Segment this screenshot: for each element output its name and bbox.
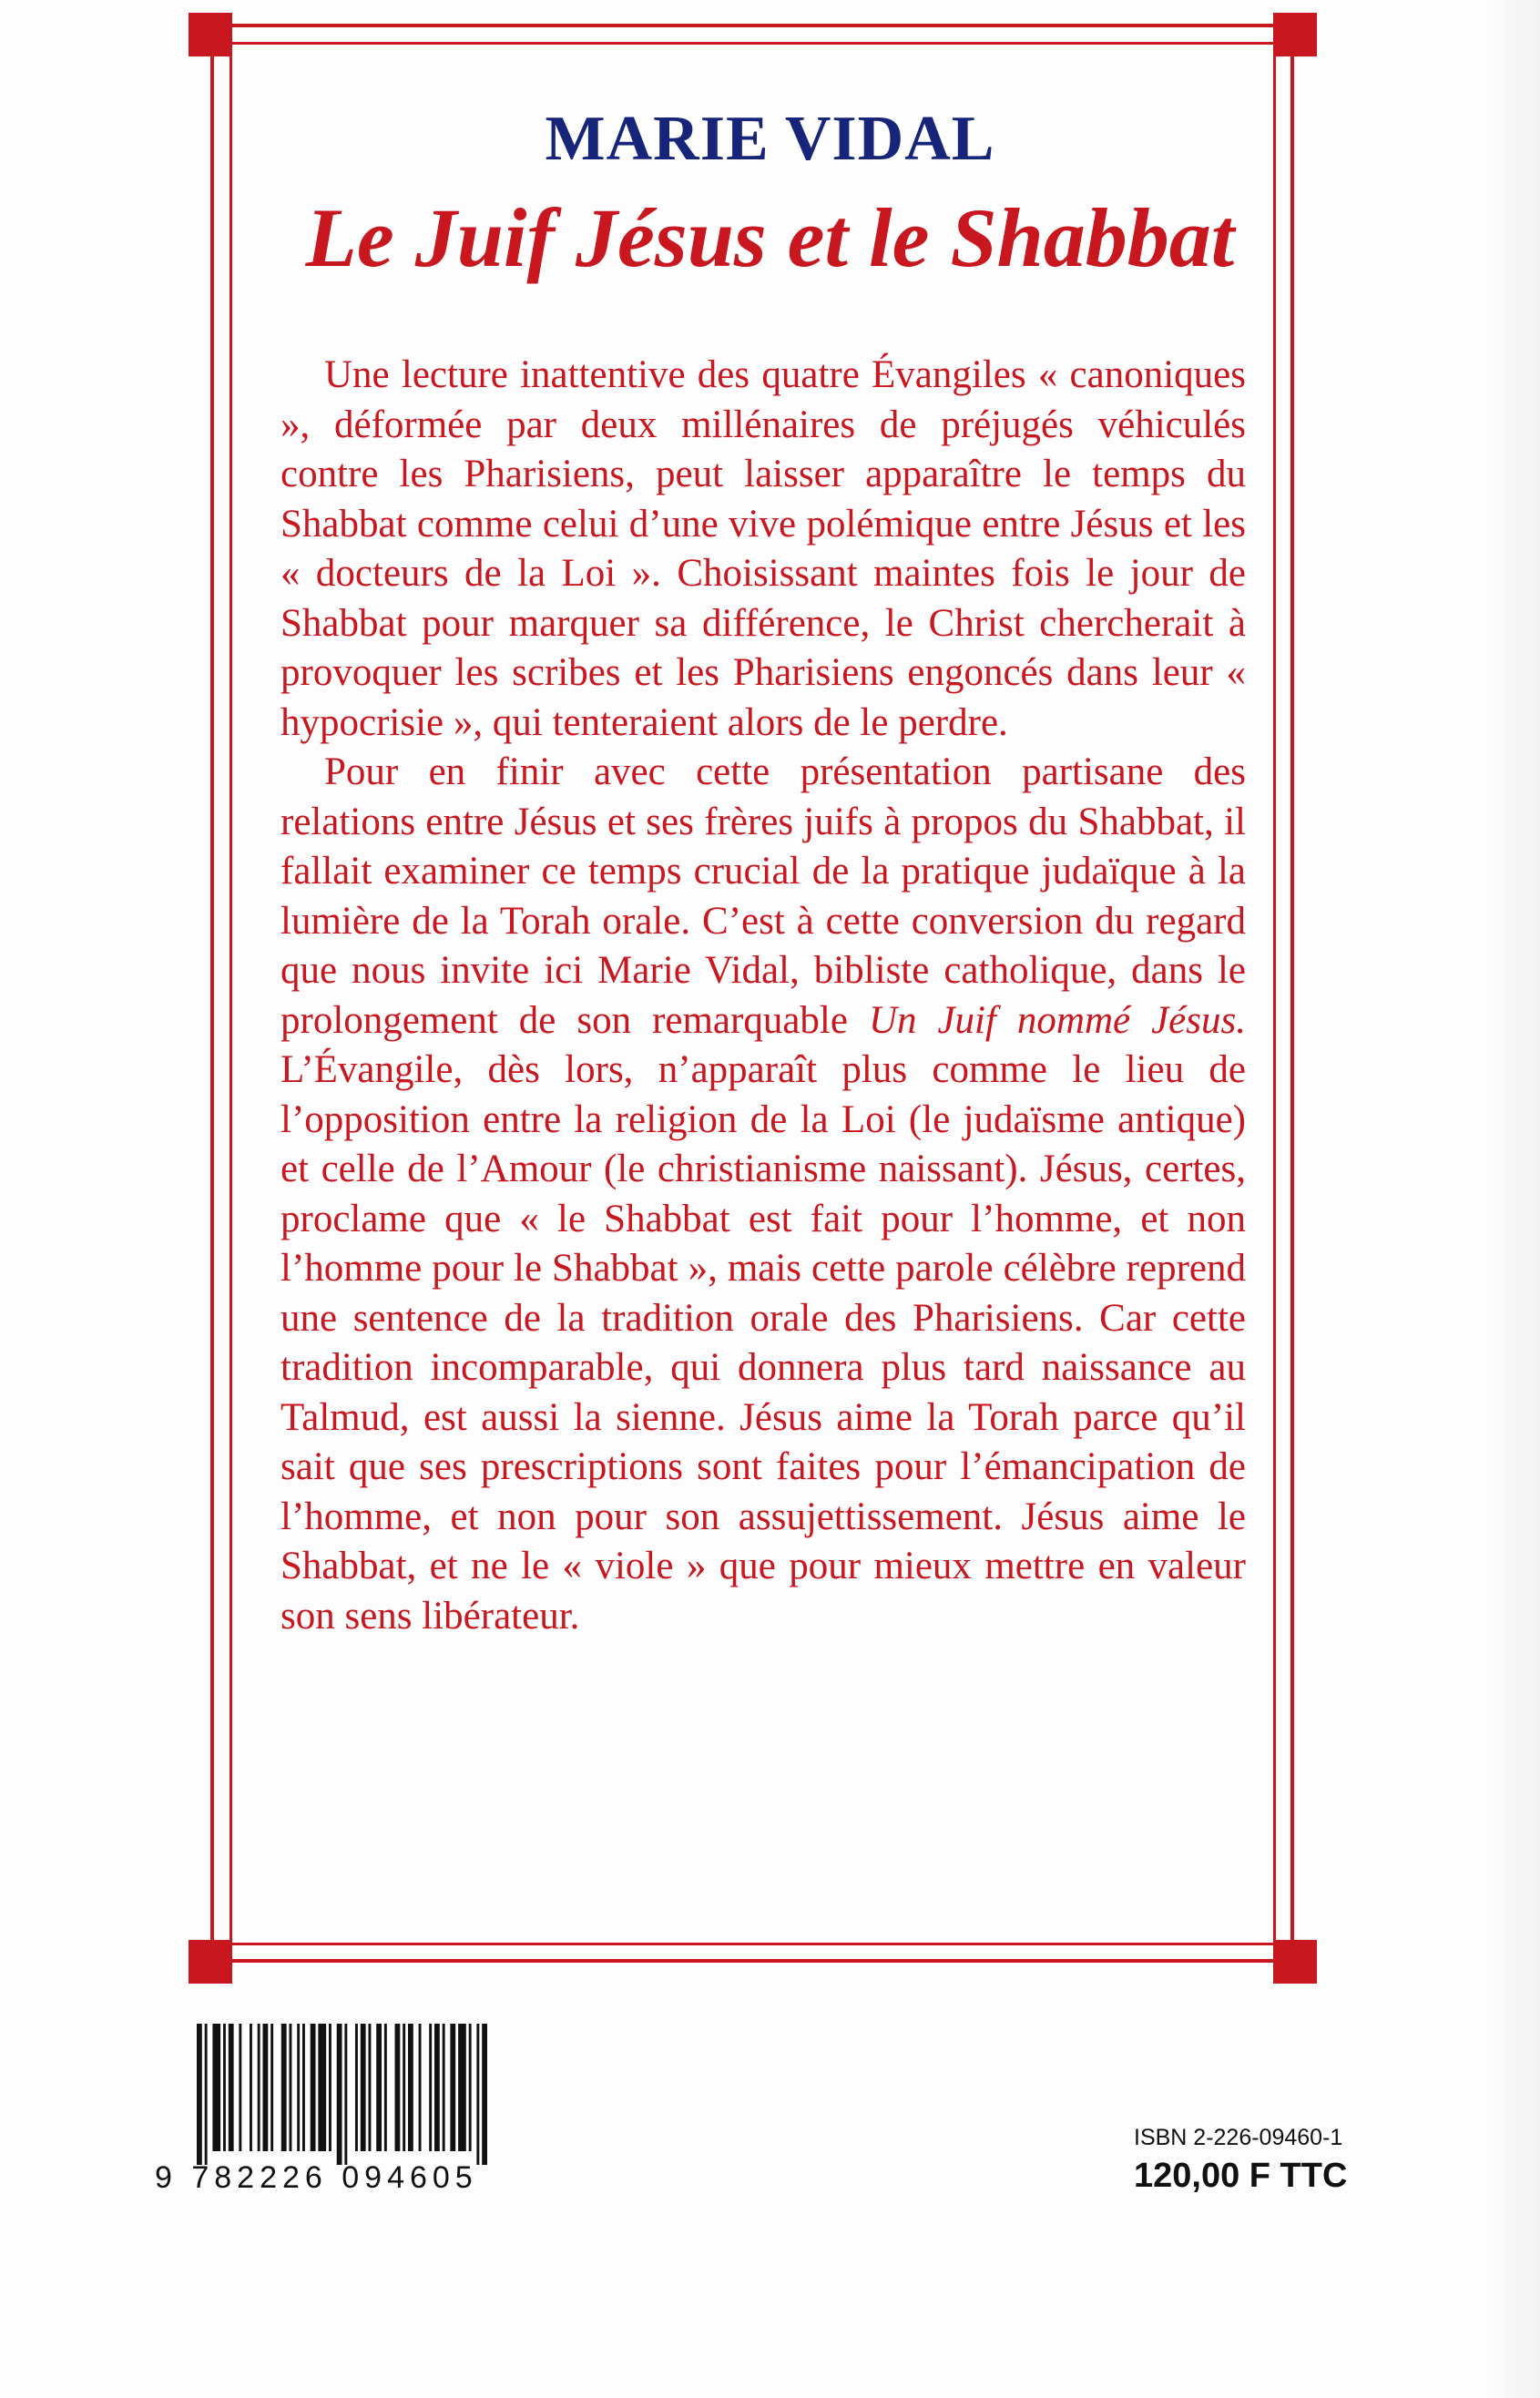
barcode-bar [212, 2024, 220, 2151]
barcode-bar [239, 2024, 241, 2151]
barcode-bar [395, 2024, 401, 2151]
barcode-bar [469, 2024, 472, 2151]
blurb-paragraph-2-end: L’Évangile, dès lors, n’apparaît plus comme le lieu de l’opposition entre la religion de la Loi (le judaïsme antique) et celle de l’Amour (le christianisme naissant). Jésus, certes, proclame que « le Shabbat est fait pour l’homme, et non l’homme pour le Shabbat », mais cette parole célèbre reprend une sentence de la tradition orale des Pharisiens. Car cette tradition incomparable, qui donnera plus tard naissance au Talmud, est aussi la sienne. Jésus aime la Torah parce qu’il sait que ses prescriptions sont faites pour l’émancipation de l’homme, et non pour son assujettissement. Jésus aime le Shabbat, et ne le « viole » que pour mieux mettre en valeur son sens libérateur. [280, 1048, 1246, 1638]
barcode-bar [376, 2024, 382, 2151]
barcode-bar [384, 2024, 387, 2151]
book-title: Le Juif Jésus et le Shabbat [305, 191, 1235, 284]
barcode-bar [223, 2024, 226, 2151]
barcode-bar [403, 2024, 405, 2151]
barcode-bar [297, 2024, 300, 2151]
frame-corner-bottom-right [1273, 1940, 1317, 1984]
blurb-paragraph-2-start: Pour en finir avec cette présentation partisane des relations entre Jésus et ses frères juifs à propos du Shabbat, il fallait examiner ce temps crucial de la pratique judaïque à la lumière de la Torah orale. C’est à cette conversion du regard que nous invite ici Marie Vidal, bibliste catholique, dans le prolongement de son remarquable [280, 750, 1246, 1042]
barcode-digits: 9 782226 094605 [155, 2160, 478, 2195]
barcode-bar [344, 2024, 347, 2165]
barcode-bar [258, 2024, 260, 2151]
barcode-bar [458, 2024, 466, 2151]
barcode-bar [302, 2024, 305, 2151]
barcode-bar [408, 2024, 413, 2151]
barcode-bar [329, 2024, 331, 2151]
barcode-image [193, 2024, 494, 2165]
frame-top-outer [208, 24, 1297, 27]
cited-book-title: Un Juif nommé Jésus. [868, 998, 1246, 1042]
barcode-bar [270, 2024, 273, 2151]
frame-right-inner [1273, 44, 1276, 1947]
blurb-paragraph-1: Une lecture inattentive des quatre Évangiles « canoniques », déformée par deux millénaires de préjugés véhiculés contre les Pharisiens, peut laisser apparaître le temps du Shabbat comme celui d’une vive polémique entre Jésus et les « docteurs de la Loi ». Choisissant maintes fois le jour de Shabbat pour marquer sa différence, le Christ chercherait à provoquer les scribes et les Pharisiens engoncés dans leur « hypocrisie », qui tenteraient alors de le perdre. [280, 353, 1246, 744]
barcode-bar [337, 2024, 342, 2165]
frame-left-outer [210, 44, 214, 1947]
barcode-bar [197, 2024, 202, 2165]
frame-corner-bottom-left [189, 1940, 232, 1984]
barcode-bar [205, 2024, 208, 2165]
frame-top-inner [208, 42, 1297, 45]
barcode-bar [369, 2024, 372, 2151]
barcode-bar [450, 2024, 455, 2151]
barcode-bar [482, 2024, 487, 2165]
frame-bottom-inner [208, 1943, 1297, 1945]
page-edge-shadow [1485, 0, 1540, 2398]
price-label: 120,00 F TTC [1134, 2157, 1348, 2195]
barcode-bar [361, 2024, 366, 2151]
barcode-bar [419, 2024, 422, 2151]
barcode-bar [250, 2024, 252, 2151]
frame-right-outer [1290, 44, 1294, 1947]
author-name: MARIE VIDAL [545, 104, 995, 174]
blurb-text [280, 351, 1246, 1641]
barcode-bar [429, 2024, 432, 2151]
barcode-bar [355, 2024, 358, 2151]
frame-corner-top-right [1273, 13, 1317, 56]
blurb-paragraph-2 [280, 748, 1246, 1641]
barcode-bar [318, 2024, 326, 2151]
barcode-bar [290, 2024, 292, 2151]
frame-corner-top-left [189, 13, 232, 56]
frame-bottom-outer [208, 1959, 1297, 1963]
barcode-bar [281, 2024, 287, 2151]
barcode-bar [476, 2024, 479, 2165]
barcode-bar [263, 2024, 269, 2151]
barcode-bar [311, 2024, 316, 2151]
barcode-bar [434, 2024, 440, 2151]
barcode-bar [229, 2024, 234, 2151]
frame-left-inner [229, 44, 232, 1947]
isbn-number: ISBN 2-226-09460-1 [1134, 2125, 1343, 2150]
barcode-bar [443, 2024, 445, 2151]
